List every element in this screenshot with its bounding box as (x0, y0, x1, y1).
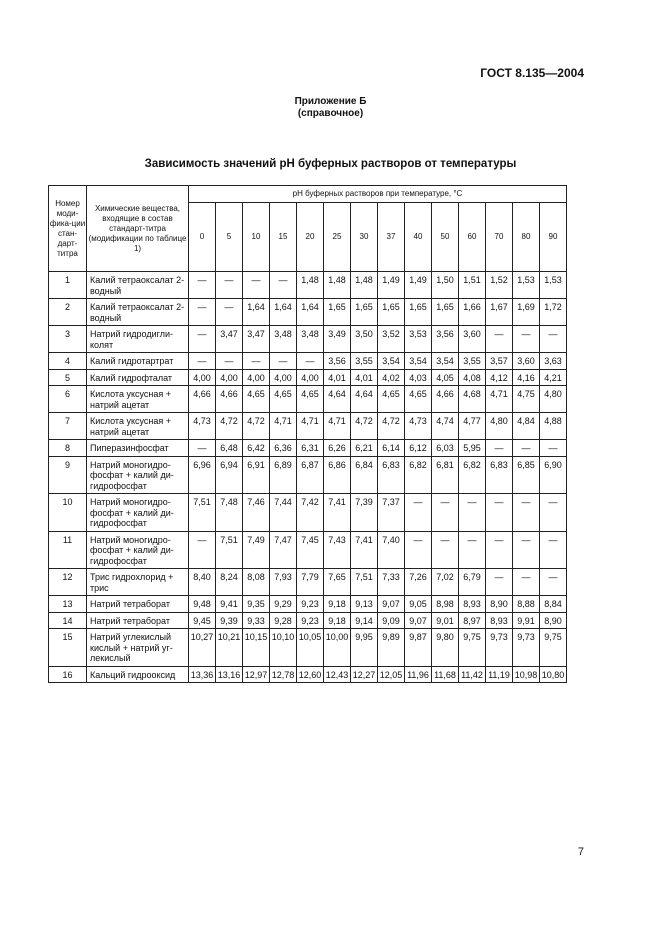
ph-value-cell: — (189, 531, 216, 569)
ph-value-cell: 12,05 (378, 666, 405, 683)
ph-value-cell: 9,33 (243, 612, 270, 629)
ph-value-cell: 8,90 (540, 612, 567, 629)
ph-value-cell: 7,65 (324, 569, 351, 596)
modification-number-cell: 13 (49, 596, 87, 613)
ph-value-cell: 4,00 (189, 369, 216, 386)
ph-value-cell: 6,79 (459, 569, 486, 596)
ph-value-cell: — (189, 272, 216, 299)
ph-value-cell: 7,51 (216, 531, 243, 569)
ph-value-cell: 4,64 (324, 386, 351, 413)
ph-value-cell: 6,86 (324, 456, 351, 494)
ph-value-cell: 3,56 (432, 326, 459, 353)
header-chemical-substances: Химические вещества, входящие в состав стандарт-титра (модификации по таблице 1) (87, 186, 189, 272)
table-row (49, 629, 567, 667)
ph-value-cell: 9,01 (432, 612, 459, 629)
ph-value-cell: 4,66 (189, 386, 216, 413)
ph-value-cell: 11,42 (459, 666, 486, 683)
ph-value-cell: — (540, 440, 567, 457)
appendix-subtitle: (справочное) (297, 108, 364, 119)
temperature-header: 15 (270, 203, 297, 272)
ph-value-cell: 8,88 (513, 596, 540, 613)
substance-cell: Натрий тетраборат (87, 612, 189, 629)
ph-value-cell: 4,65 (243, 386, 270, 413)
ph-value-cell: 9,13 (351, 596, 378, 613)
ph-value-cell: 6,87 (297, 456, 324, 494)
ph-value-cell: 4,66 (432, 386, 459, 413)
ph-value-cell: 4,73 (405, 413, 432, 440)
ph-value-cell: 3,63 (540, 353, 567, 370)
ph-value-cell: 8,08 (243, 569, 270, 596)
ph-value-cell: 11,96 (405, 666, 432, 683)
table-row (49, 456, 567, 494)
ph-value-cell: 10,10 (270, 629, 297, 667)
ph-value-cell: 9,18 (324, 612, 351, 629)
ph-value-cell: 4,21 (540, 369, 567, 386)
ph-value-cell: 9,29 (270, 596, 297, 613)
ph-value-cell: 9,05 (405, 596, 432, 613)
table-row (49, 326, 567, 353)
ph-value-cell: 4,05 (432, 369, 459, 386)
substance-cell: Натрий моногидро-фосфат + калий ди-гидрофосфат (87, 456, 189, 494)
ph-value-cell: 3,47 (216, 326, 243, 353)
substance-cell: Кальций гидрооксид (87, 666, 189, 683)
ph-value-cell: 11,19 (486, 666, 513, 683)
ph-value-cell: 4,12 (486, 369, 513, 386)
ph-value-cell: 9,18 (324, 596, 351, 613)
ph-value-cell: 7,49 (243, 531, 270, 569)
ph-value-cell: 3,48 (297, 326, 324, 353)
ph-value-cell: — (405, 531, 432, 569)
ph-value-cell: 1,52 (486, 272, 513, 299)
ph-value-cell: 9,73 (513, 629, 540, 667)
modification-number-cell: 7 (49, 413, 87, 440)
ph-value-cell: 3,55 (459, 353, 486, 370)
ph-value-cell: 6,21 (351, 440, 378, 457)
ph-value-cell: 5,95 (459, 440, 486, 457)
ph-value-cell: — (432, 531, 459, 569)
substance-cell: Калий тетраоксалат 2-водный (87, 272, 189, 299)
ph-value-cell: 4,71 (297, 413, 324, 440)
ph-value-cell: 3,49 (324, 326, 351, 353)
modification-number-cell: 3 (49, 326, 87, 353)
ph-value-cell: — (459, 494, 486, 532)
ph-value-cell: 1,65 (324, 299, 351, 326)
ph-value-cell: 6,89 (270, 456, 297, 494)
ph-value-cell: 9,75 (459, 629, 486, 667)
ph-value-cell: 8,98 (432, 596, 459, 613)
ph-value-cell: 4,01 (324, 369, 351, 386)
ph-value-cell: 4,75 (513, 386, 540, 413)
table-row (49, 353, 567, 370)
substance-cell: Калий гидрофталат (87, 369, 189, 386)
ph-value-cell: 1,65 (378, 299, 405, 326)
temperature-header: 30 (351, 203, 378, 272)
ph-value-cell: 4,71 (324, 413, 351, 440)
ph-value-cell: 4,88 (540, 413, 567, 440)
ph-value-cell: 9,75 (540, 629, 567, 667)
substance-cell: Кислота уксусная + натрий ацетат (87, 413, 189, 440)
ph-value-cell: 6,96 (189, 456, 216, 494)
ph-value-cell: 4,64 (351, 386, 378, 413)
ph-value-cell: 8,84 (540, 596, 567, 613)
ph-value-cell: 3,55 (351, 353, 378, 370)
ph-value-cell: 4,72 (351, 413, 378, 440)
ph-value-cell: 7,43 (324, 531, 351, 569)
ph-value-cell: 4,74 (432, 413, 459, 440)
ph-value-cell: 3,54 (432, 353, 459, 370)
ph-value-cell: 6,94 (216, 456, 243, 494)
ph-value-cell: 10,98 (513, 666, 540, 683)
temperature-header: 50 (432, 203, 459, 272)
modification-number-cell: 15 (49, 629, 87, 667)
temperature-header: 25 (324, 203, 351, 272)
ph-value-cell: 10,00 (324, 629, 351, 667)
ph-value-cell: 9,80 (432, 629, 459, 667)
ph-value-cell: 9,09 (378, 612, 405, 629)
ph-value-cell: 4,66 (216, 386, 243, 413)
ph-value-cell: 6,42 (243, 440, 270, 457)
substance-cell: Кислота уксусная + натрий ацетат (87, 386, 189, 413)
ph-value-cell: 4,03 (405, 369, 432, 386)
ph-value-cell: — (405, 494, 432, 532)
ph-value-cell: 6,12 (405, 440, 432, 457)
modification-number-cell: 12 (49, 569, 87, 596)
ph-value-cell: 3,56 (324, 353, 351, 370)
ph-value-cell: 10,21 (216, 629, 243, 667)
ph-value-cell: 1,67 (486, 299, 513, 326)
temperature-header: 80 (513, 203, 540, 272)
ph-value-cell: 9,95 (351, 629, 378, 667)
ph-value-cell: 4,68 (459, 386, 486, 413)
substance-cell: Натрий гидродигли-колят (87, 326, 189, 353)
ph-value-cell: — (513, 569, 540, 596)
ph-value-cell: 12,60 (297, 666, 324, 683)
table-row (49, 596, 567, 613)
ph-value-cell: 8,24 (216, 569, 243, 596)
ph-value-cell: 12,43 (324, 666, 351, 683)
substance-cell: Натрий моногидро-фосфат + калий ди-гидрофосфат (87, 494, 189, 532)
ph-value-cell: 9,39 (216, 612, 243, 629)
ph-value-cell: — (270, 272, 297, 299)
ph-value-cell: 4,00 (216, 369, 243, 386)
ph-value-cell: — (216, 299, 243, 326)
ph-value-cell: 1,48 (297, 272, 324, 299)
ph-value-cell: 7,45 (297, 531, 324, 569)
table-row (49, 413, 567, 440)
ph-value-cell: 7,26 (405, 569, 432, 596)
ph-value-cell: — (270, 353, 297, 370)
ph-value-cell: 6,83 (378, 456, 405, 494)
table-row (49, 386, 567, 413)
table-body (49, 272, 567, 683)
ph-value-cell: 1,64 (243, 299, 270, 326)
ph-value-cell: — (432, 494, 459, 532)
ph-value-cell: 12,97 (243, 666, 270, 683)
ph-value-cell: — (513, 494, 540, 532)
ph-value-cell: — (540, 569, 567, 596)
ph-value-cell: 6,82 (405, 456, 432, 494)
modification-number-cell: 14 (49, 612, 87, 629)
modification-number-cell: 1 (49, 272, 87, 299)
ph-value-cell: 1,64 (270, 299, 297, 326)
ph-value-cell: 7,51 (189, 494, 216, 532)
ph-value-cell: 4,08 (459, 369, 486, 386)
modification-number-cell: 6 (49, 386, 87, 413)
ph-value-cell: 1,72 (540, 299, 567, 326)
modification-number-cell: 2 (49, 299, 87, 326)
ph-value-cell: 7,44 (270, 494, 297, 532)
ph-value-cell: 9,14 (351, 612, 378, 629)
ph-value-cell: — (513, 531, 540, 569)
ph-value-cell: — (486, 531, 513, 569)
ph-value-cell: — (189, 353, 216, 370)
ph-value-cell: 6,85 (513, 456, 540, 494)
table-row (49, 369, 567, 386)
table-row (49, 666, 567, 683)
temperature-header: 90 (540, 203, 567, 272)
table-row (49, 299, 567, 326)
ph-value-cell: 9,87 (405, 629, 432, 667)
table-row (49, 569, 567, 596)
ph-value-cell: 1,48 (324, 272, 351, 299)
ph-value-cell: 8,93 (459, 596, 486, 613)
ph-value-cell: 7,41 (324, 494, 351, 532)
ph-value-cell: 6,90 (540, 456, 567, 494)
temperature-header: 40 (405, 203, 432, 272)
ph-value-cell: — (216, 272, 243, 299)
substance-cell: Пиперазинфосфат (87, 440, 189, 457)
substance-cell: Натрий моногидро-фосфат + калий ди-гидрофосфат (87, 531, 189, 569)
ph-value-cell: 7,79 (297, 569, 324, 596)
header-modification-number: Номер моди-фика-ции стан-дарт-титра (49, 186, 87, 272)
ph-value-cell: 1,50 (432, 272, 459, 299)
ph-value-cell: — (513, 440, 540, 457)
ph-value-cell: — (540, 326, 567, 353)
table-row (49, 531, 567, 569)
ph-value-cell: 3,52 (378, 326, 405, 353)
ph-value-cell: 7,41 (351, 531, 378, 569)
ph-value-cell: 9,23 (297, 596, 324, 613)
ph-value-cell: 6,83 (486, 456, 513, 494)
ph-value-cell: 4,02 (378, 369, 405, 386)
ph-value-cell: 3,47 (243, 326, 270, 353)
ph-value-cell: 9,07 (405, 612, 432, 629)
temperature-header: 70 (486, 203, 513, 272)
ph-value-cell: 8,40 (189, 569, 216, 596)
ph-value-cell: 8,90 (486, 596, 513, 613)
ph-value-cell: — (189, 326, 216, 353)
modification-number-cell: 10 (49, 494, 87, 532)
ph-value-cell: 8,97 (459, 612, 486, 629)
ph-value-cell: 4,65 (270, 386, 297, 413)
substance-cell: Трис гидрохлорид + трис (87, 569, 189, 596)
ph-value-cell: 6,14 (378, 440, 405, 457)
ph-value-cell: 7,48 (216, 494, 243, 532)
temperature-header: 5 (216, 203, 243, 272)
ph-value-cell: 3,50 (351, 326, 378, 353)
ph-buffer-table (48, 185, 567, 683)
ph-value-cell: 4,72 (243, 413, 270, 440)
table-title: Зависимость значений pH буферных растворов от температуры (144, 158, 517, 170)
ph-value-cell: 4,73 (189, 413, 216, 440)
ph-value-cell: 13,36 (189, 666, 216, 683)
ph-value-cell: 10,05 (297, 629, 324, 667)
ph-value-cell: 7,47 (270, 531, 297, 569)
ph-value-cell: 7,46 (243, 494, 270, 532)
ph-value-cell: 7,33 (378, 569, 405, 596)
ph-value-cell: 6,91 (243, 456, 270, 494)
ph-value-cell: 1,69 (513, 299, 540, 326)
ph-value-cell: 3,60 (513, 353, 540, 370)
ph-value-cell: 4,72 (216, 413, 243, 440)
ph-value-cell: 9,91 (513, 612, 540, 629)
ph-value-cell: 6,82 (459, 456, 486, 494)
ph-value-cell: 4,80 (540, 386, 567, 413)
substance-cell: Натрий углекислый кислый + натрий уг-лекислый (87, 629, 189, 667)
page-number: 7 (577, 846, 584, 858)
ph-value-cell: 7,51 (351, 569, 378, 596)
ph-value-cell: 3,54 (405, 353, 432, 370)
ph-value-cell: 6,03 (432, 440, 459, 457)
modification-number-cell: 16 (49, 666, 87, 683)
ph-value-cell: — (486, 494, 513, 532)
substance-cell: Калий гидротартрат (87, 353, 189, 370)
ph-value-cell: — (243, 353, 270, 370)
temperature-header: 37 (378, 203, 405, 272)
appendix-heading (0, 96, 661, 120)
ph-value-cell: — (540, 494, 567, 532)
ph-value-cell: 6,31 (297, 440, 324, 457)
ph-value-cell: 9,35 (243, 596, 270, 613)
ph-value-cell: 4,65 (297, 386, 324, 413)
ph-value-cell: 6,36 (270, 440, 297, 457)
document-code: ГОСТ 8.135—2004 (480, 66, 584, 80)
ph-value-cell: 4,71 (486, 386, 513, 413)
ph-value-cell: 3,57 (486, 353, 513, 370)
ph-value-cell: 4,72 (378, 413, 405, 440)
substance-cell: Натрий тетраборат (87, 596, 189, 613)
modification-number-cell: 9 (49, 456, 87, 494)
ph-value-cell: 9,89 (378, 629, 405, 667)
ph-value-cell: 1,51 (459, 272, 486, 299)
ph-value-cell: 1,65 (405, 299, 432, 326)
ph-value-cell: 1,53 (513, 272, 540, 299)
ph-value-cell: — (486, 569, 513, 596)
ph-value-cell: 7,40 (378, 531, 405, 569)
modification-number-cell: 11 (49, 531, 87, 569)
ph-value-cell: 7,39 (351, 494, 378, 532)
ph-value-cell: 13,16 (216, 666, 243, 683)
ph-value-cell: 4,71 (270, 413, 297, 440)
ph-value-cell: 7,02 (432, 569, 459, 596)
ph-value-cell: 1,48 (351, 272, 378, 299)
ph-value-cell: 3,53 (405, 326, 432, 353)
ph-value-cell: 4,16 (513, 369, 540, 386)
ph-value-cell: 4,65 (405, 386, 432, 413)
ph-value-cell: 1,66 (459, 299, 486, 326)
ph-value-cell: 4,84 (513, 413, 540, 440)
ph-value-cell: 11,68 (432, 666, 459, 683)
ph-value-cell: 4,01 (351, 369, 378, 386)
temperature-header: 0 (189, 203, 216, 272)
temperature-header: 60 (459, 203, 486, 272)
ph-value-cell: 6,26 (324, 440, 351, 457)
ph-value-cell: 9,48 (189, 596, 216, 613)
ph-value-cell: 7,42 (297, 494, 324, 532)
ph-value-cell: 9,23 (297, 612, 324, 629)
ph-value-cell: 4,00 (270, 369, 297, 386)
ph-value-cell: 10,15 (243, 629, 270, 667)
ph-value-cell: — (189, 440, 216, 457)
ph-value-cell: 9,07 (378, 596, 405, 613)
ph-value-cell: 3,48 (270, 326, 297, 353)
table-row (49, 272, 567, 299)
ph-value-cell: 1,65 (432, 299, 459, 326)
ph-value-cell: 4,00 (297, 369, 324, 386)
temperature-header: 20 (297, 203, 324, 272)
ph-value-cell: 6,48 (216, 440, 243, 457)
ph-value-cell: 3,54 (378, 353, 405, 370)
ph-value-cell: 8,93 (486, 612, 513, 629)
ph-value-cell: — (540, 531, 567, 569)
ph-value-cell: 10,80 (540, 666, 567, 683)
ph-value-cell: 1,49 (405, 272, 432, 299)
ph-value-cell: — (216, 353, 243, 370)
ph-value-cell: 1,53 (540, 272, 567, 299)
ph-value-cell: 9,73 (486, 629, 513, 667)
ph-value-cell: — (243, 272, 270, 299)
ph-value-cell: — (486, 440, 513, 457)
ph-value-cell: 9,28 (270, 612, 297, 629)
header-row-top (49, 186, 567, 203)
ph-value-cell: 9,41 (216, 596, 243, 613)
ph-value-cell: 4,77 (459, 413, 486, 440)
ph-value-cell: 9,45 (189, 612, 216, 629)
ph-value-cell: 1,65 (351, 299, 378, 326)
ph-value-cell: 1,64 (297, 299, 324, 326)
ph-value-cell: 4,00 (243, 369, 270, 386)
ph-value-cell: — (189, 299, 216, 326)
modification-number-cell: 8 (49, 440, 87, 457)
ph-value-cell: 10,27 (189, 629, 216, 667)
ph-value-cell: 12,27 (351, 666, 378, 683)
ph-value-cell: 4,65 (378, 386, 405, 413)
ph-value-cell: 1,49 (378, 272, 405, 299)
header-ph-at-temperature: pH буферных растворов при температуре, °С (189, 186, 567, 203)
ph-value-cell: — (459, 531, 486, 569)
ph-value-cell: 12,78 (270, 666, 297, 683)
ph-value-cell: 6,81 (432, 456, 459, 494)
ph-value-cell: — (513, 326, 540, 353)
modification-number-cell: 5 (49, 369, 87, 386)
table-row (49, 612, 567, 629)
ph-value-cell: — (297, 353, 324, 370)
ph-value-cell: — (486, 326, 513, 353)
appendix-title: Приложение Б (294, 96, 367, 107)
table-row (49, 440, 567, 457)
substance-cell: Калий тетраоксалат 2-водный (87, 299, 189, 326)
temperature-header: 10 (243, 203, 270, 272)
ph-value-cell: 7,37 (378, 494, 405, 532)
ph-value-cell: 6,84 (351, 456, 378, 494)
table-row (49, 494, 567, 532)
ph-value-cell: 4,80 (486, 413, 513, 440)
ph-value-cell: 3,60 (459, 326, 486, 353)
modification-number-cell: 4 (49, 353, 87, 370)
ph-value-cell: 7,93 (270, 569, 297, 596)
